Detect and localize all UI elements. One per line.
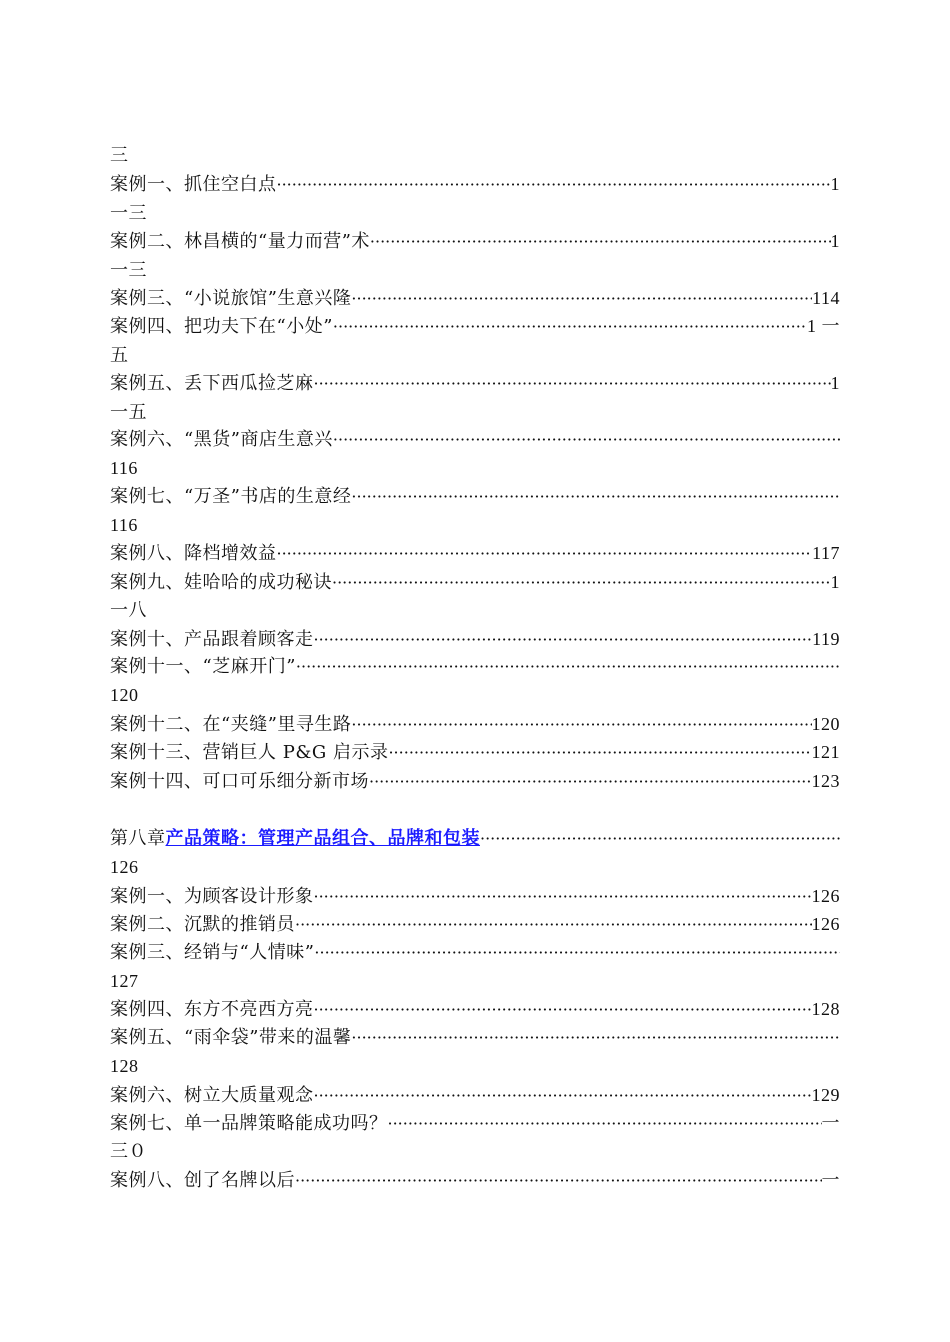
toc-entry-page: 114 — [812, 287, 840, 308]
toc-entry-title: 案例五、“雨伞袋”带来的温馨 — [110, 1026, 352, 1048]
toc-entry[interactable] — [110, 483, 840, 511]
toc-entry-title: 案例七、单一品牌策略能成功吗？ — [110, 1112, 388, 1134]
toc-entry-page: 1 — [830, 231, 840, 252]
dot-leader — [314, 939, 840, 967]
dot-leader — [388, 1110, 822, 1137]
dot-leader — [333, 313, 807, 340]
dot-leader — [480, 825, 840, 853]
dot-leader — [351, 483, 840, 511]
toc-entry[interactable] — [110, 1109, 840, 1137]
toc-entry-continuation: 一三 — [110, 202, 147, 223]
toc-entry-title: 案例一、为顾客设计形象 — [110, 885, 314, 907]
toc-entry-page: 128 — [811, 999, 840, 1020]
dot-leader — [351, 285, 812, 312]
toc-entry-page: 126 — [811, 885, 840, 906]
toc-entry-continuation: 116 — [110, 515, 138, 536]
toc-entry-page: 120 — [811, 713, 840, 734]
toc-entry[interactable] — [110, 882, 840, 910]
section-gap — [110, 795, 840, 825]
toc-entry[interactable] — [110, 312, 840, 340]
toc-entry-title: 案例三、经销与“人情味” — [110, 941, 315, 963]
toc-entry[interactable] — [110, 170, 840, 198]
toc-entry-title: 案例十二、在“夹缝”里寻生路 — [110, 713, 352, 735]
toc-entry-page: 1 — [830, 174, 840, 195]
toc-entry-page: 一 — [821, 1169, 840, 1190]
toc-entry-title: 案例二、林昌横的“量力而营”术 — [110, 231, 370, 253]
toc-entry-continuation: 116 — [110, 458, 138, 479]
toc-entry-page: 121 — [811, 742, 840, 763]
dot-leader — [314, 370, 831, 397]
toc-entry-continuation: 一三 — [110, 259, 147, 280]
dot-leader — [332, 569, 831, 596]
chapter-page-number: 126 — [110, 857, 139, 878]
dot-leader — [351, 1024, 840, 1052]
toc-entry[interactable] — [110, 1024, 840, 1052]
toc-entry[interactable] — [110, 710, 840, 738]
toc-entry-title: 案例五、丢下西瓜捡芝麻 — [110, 373, 314, 395]
dot-leader — [296, 653, 840, 681]
toc-entry[interactable] — [110, 939, 840, 967]
toc-entry[interactable] — [110, 284, 840, 312]
dot-leader — [370, 228, 831, 255]
toc-entry-title: 案例八、降档增效益 — [110, 543, 277, 565]
toc-entry-title: 案例九、娃哈哈的成功秘诀 — [110, 571, 332, 593]
toc-entry-page: 1 — [830, 373, 840, 394]
toc-entry[interactable] — [110, 539, 840, 567]
toc-entry-title: 案例八、创了名牌以后 — [110, 1169, 295, 1191]
chapter-link[interactable]: 产品策略：管理产品组合、品牌和包装 — [165, 827, 480, 849]
toc-entry-page: 123 — [811, 770, 840, 791]
toc-entry-title: 案例三、“小说旅馆”生意兴隆 — [110, 287, 352, 309]
toc-entry-page: 119 — [812, 628, 840, 649]
dot-leader — [388, 739, 811, 766]
toc-entry[interactable] — [110, 227, 840, 255]
toc-entry-continuation: 127 — [110, 970, 139, 991]
toc-entry[interactable] — [110, 426, 840, 454]
toc-entry-continuation: 一五 — [110, 401, 147, 422]
dot-leader — [314, 1082, 812, 1109]
toc-entry-title: 案例十一、“芝麻开门” — [110, 656, 296, 678]
toc-block-2 — [110, 882, 840, 1194]
toc-entry[interactable] — [110, 1081, 840, 1109]
toc-entry-continuation: 五 — [110, 344, 129, 365]
toc-entry[interactable] — [110, 653, 840, 681]
chapter-prefix: 第八章 — [110, 827, 166, 849]
toc-entry-title: 案例七、“万圣”书店的生意经 — [110, 485, 352, 507]
chapter-heading-text — [110, 825, 480, 853]
toc-entry-continuation: 120 — [110, 685, 139, 706]
toc-entry[interactable] — [110, 738, 840, 766]
dot-leader — [333, 426, 840, 454]
toc-entry-page: 126 — [811, 914, 840, 935]
dot-leader — [314, 996, 812, 1023]
dot-leader — [295, 1167, 822, 1194]
toc-entry[interactable] — [110, 1166, 840, 1194]
toc-entry-title: 案例十、产品跟着顾客走 — [110, 628, 314, 650]
toc-entry-title: 案例四、把功夫下在“小处” — [110, 316, 333, 338]
toc-entry-page: 1 一 — [807, 316, 840, 337]
dot-leader — [351, 711, 811, 738]
toc-entry[interactable] — [110, 369, 840, 397]
dot-leader — [314, 883, 812, 910]
toc-page — [110, 142, 840, 1194]
toc-entry[interactable] — [110, 767, 840, 795]
dot-leader — [277, 540, 813, 567]
toc-entry-page: 129 — [811, 1084, 840, 1105]
dot-leader — [295, 911, 812, 938]
toc-entry[interactable] — [110, 625, 840, 653]
dot-leader — [369, 768, 812, 795]
dot-leader — [277, 171, 831, 198]
toc-entry[interactable] — [110, 995, 840, 1023]
toc-block-1 — [110, 170, 840, 795]
dot-leader — [314, 626, 813, 653]
toc-entry-page: 117 — [812, 543, 840, 564]
toc-entry-title: 案例十三、营销巨人 P&G 启示录 — [110, 742, 389, 764]
toc-entry-title: 案例四、东方不亮西方亮 — [110, 999, 314, 1021]
toc-entry-title: 案例十四、可口可乐细分新市场 — [110, 770, 369, 792]
toc-entry-page: 一 — [821, 1112, 840, 1133]
toc-entry-title: 案例二、沉默的推销员 — [110, 914, 295, 936]
toc-entry-continuation: 一八 — [110, 600, 147, 621]
toc-entry-page: 1 — [830, 571, 840, 592]
toc-entry-title: 案例六、“黑货”商店生意兴 — [110, 428, 333, 450]
toc-entry-continuation: 128 — [110, 1056, 139, 1077]
chapter-heading — [110, 825, 840, 853]
toc-entry-continuation: 三０ — [110, 1141, 147, 1162]
toc-entry-title: 案例六、树立大质量观念 — [110, 1084, 314, 1106]
toc-entry[interactable] — [110, 568, 840, 596]
toc-entry[interactable] — [110, 910, 840, 938]
toc-fragment: 三 — [110, 145, 129, 166]
toc-entry-title: 案例一、抓住空白点 — [110, 174, 277, 196]
